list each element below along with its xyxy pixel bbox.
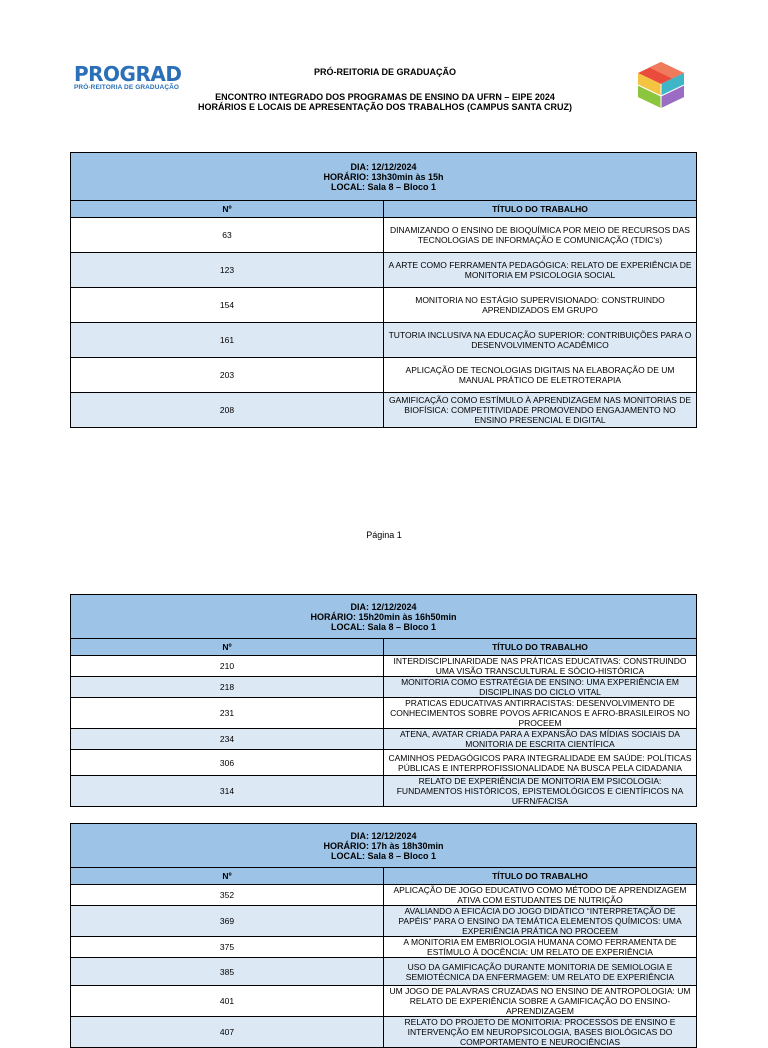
row-num: 231 [71, 698, 384, 729]
row-title: UM JOGO DE PALAVRAS CRUZADAS NO ENSINO DE ANTROPOLOGIA: UM RELATO DE EXPERIÊNCIA SOBRE A GAMIFICAÇÃO DO ENSINO-APRENDIZAGEM [384, 986, 697, 1017]
session-header [71, 824, 697, 868]
row-title: GAMIFICAÇÃO COMO ESTÍMULO À APRENDIZAGEM NAS MONITORIAS DE BIOFÍSICA: COMPETITIVIDADE PROMOVENDO ENGAJAMENTO NO ENSINO PRESENCIAL E DIGITAL [384, 393, 697, 428]
row-title: ATENA, AVATAR CRIADA PARA A EXPANSÃO DAS MÍDIAS SOCIAIS DA MONITORIA DE ESCRITA CIENTÍFICA [384, 729, 697, 750]
row-num: 369 [71, 906, 384, 937]
page-label: Página 1 [366, 530, 402, 540]
table-row [71, 729, 697, 750]
row-title: INTERDISCIPLINARIDADE NAS PRÁTICAS EDUCATIVAS: CONSTRUINDO UMA VISÃO TRANSCULTURAL E SÓCIO-HISTÓRICA [384, 656, 697, 677]
row-title: A ARTE COMO FERRAMENTA PEDAGÓGICA: RELATO DE EXPERIÊNCIA DE MONITORIA EM PSICOLOGIA SOCIAL [384, 253, 697, 288]
row-num: 385 [71, 958, 384, 986]
row-num: 234 [71, 729, 384, 750]
col-title-header: TÍTULO DO TRABALHO [384, 639, 697, 656]
table-row [71, 218, 697, 253]
table-row [71, 776, 697, 807]
row-num: 203 [71, 358, 384, 393]
table-row [71, 253, 697, 288]
table-row [71, 393, 697, 428]
row-title: MONITORIA COMO ESTRATÉGIA DE ENSINO: UMA EXPERIÊNCIA EM DISCIPLINAS DO CICLO VITAL [384, 677, 697, 698]
row-num: 375 [71, 937, 384, 958]
row-num: 352 [71, 885, 384, 906]
session-table-2 [70, 594, 697, 807]
session-time: HORÁRIO: 17h às 18h30min [323, 840, 444, 851]
session-day: DIA: 12/12/2024 [350, 161, 417, 172]
table-row [71, 885, 697, 906]
table-row [71, 986, 697, 1017]
col-title-header: TÍTULO DO TRABALHO [384, 868, 697, 885]
session-header [71, 595, 697, 639]
table-row [71, 288, 697, 323]
row-title: CAMINHOS PEDAGÓGICOS PARA INTEGRALIDADE EM SAÚDE: POLÍTICAS PÚBLICAS E INTERPROFISSIONALIDADE NA BUSCA PELA CIDADANIA [384, 750, 697, 776]
row-num: 63 [71, 218, 384, 253]
row-num: 306 [71, 750, 384, 776]
row-num: 314 [71, 776, 384, 807]
col-num-header: Nº [71, 639, 384, 656]
row-title: APLICAÇÃO DE TECNOLOGIAS DIGITAIS NA ELABORAÇÃO DE UM MANUAL PRÁTICO DE ELETROTERAPIA [384, 358, 697, 393]
row-title: USO DA GAMIFICAÇÃO DURANTE MONITORIA DE SEMIOLOGIA E SEMIOTÉCNICA DA ENFERMAGEM: UM RELATO DE EXPERIÊNCIA [384, 958, 697, 986]
col-num-header: Nº [71, 201, 384, 218]
row-num: 161 [71, 323, 384, 358]
row-title: PRATICAS EDUCATIVAS ANTIRRACISTAS: DESENVOLVIMENTO DE CONHECIMENTOS SOBRE POVOS AFRICANOS E AFRO-BRASILEIROS NO PROCEEM [384, 698, 697, 729]
table-row [71, 958, 697, 986]
session-place: LOCAL: Sala 8 – Bloco 1 [330, 621, 437, 632]
row-num: 401 [71, 986, 384, 1017]
event-line: ENCONTRO INTEGRADO DOS PROGRAMAS DE ENSINO DA UFRN – EIPE 2024 [215, 92, 555, 102]
table-row [71, 677, 697, 698]
row-num: 210 [71, 656, 384, 677]
logo-text: PROGRAD [74, 62, 182, 86]
row-title: APLICAÇÃO DE JOGO EDUCATIVO COMO MÉTODO DE APRENDIZAGEM ATIVA COM ESTUDANTES DE NUTRIÇÃO [384, 885, 697, 906]
col-title-header: TÍTULO DO TRABALHO [384, 201, 697, 218]
row-title: DINAMIZANDO O ENSINO DE BIOQUÍMICA POR MEIO DE RECURSOS DAS TECNOLOGIAS DE INFORMAÇÃO E COMUNICAÇÃO (TDIC's) [384, 218, 697, 253]
logo-subtitle: PRÓ-REITORIA DE GRADUAÇÃO [74, 84, 180, 91]
table-row [71, 1017, 697, 1048]
col-num-header: Nº [71, 868, 384, 885]
session-table-1 [70, 152, 697, 428]
table-row [71, 656, 697, 677]
header-title: PRÓ-REITORIA DE GRADUAÇÃO [313, 67, 456, 77]
row-num: 154 [71, 288, 384, 323]
row-num: 123 [71, 253, 384, 288]
row-title: AVALIANDO A EFICÁCIA DO JOGO DIDÁTICO “INTERPRETAÇÃO DE PAPÉIS” PARA O ENSINO DA TEMÁTICA ELEMENTOS QUÍMICOS: UMA EXPERIÊNCIA PRÁTICA NO PROCEEM [384, 906, 697, 937]
eipe-cube-icon [634, 58, 688, 112]
table-row [71, 906, 697, 937]
row-title: RELATO DE EXPERIÊNCIA DE MONITORIA EM PSICOLOGIA: FUNDAMENTOS HISTÓRICOS, EPISTEMOLÓGICOS E CIENTÍFICOS NA UFRN/FACISA [384, 776, 697, 807]
session-place: LOCAL: Sala 8 – Bloco 1 [330, 181, 437, 192]
session-table-3 [70, 823, 697, 1048]
table-row [71, 323, 697, 358]
schedule-line: HORÁRIOS E LOCAIS DE APRESENTAÇÃO DOS TRABALHOS (CAMPUS SANTA CRUZ) [197, 102, 572, 112]
session-header [71, 153, 697, 201]
table-row [71, 358, 697, 393]
row-num: 218 [71, 677, 384, 698]
row-title: A MONITORIA EM EMBRIOLOGIA HUMANA COMO FERRAMENTA DE ESTÍMULO À DOCÊNCIA: UM RELATO DE EXPERIÊNCIA [384, 937, 697, 958]
session-day: DIA: 12/12/2024 [350, 601, 417, 612]
table-row [71, 937, 697, 958]
table-row [71, 698, 697, 729]
row-title: MONITORIA NO ESTÁGIO SUPERVISIONADO: CONSTRUINDO APRENDIZADOS EM GRUPO [384, 288, 697, 323]
row-num: 208 [71, 393, 384, 428]
session-time: HORÁRIO: 13h30min às 15h [323, 171, 444, 182]
row-title: RELATO DO PROJETO DE MONITORIA: PROCESSOS DE ENSINO E INTERVENÇÃO EM NEUROPSICOLOGIA, BASES BIOLÓGICAS DO COMPORTAMENTO E NEUROCIÊNCIAS [384, 1017, 697, 1048]
session-time: HORÁRIO: 15h20min às 16h50min [310, 611, 457, 622]
session-day: DIA: 12/12/2024 [350, 830, 417, 841]
table-row [71, 750, 697, 776]
row-num: 407 [71, 1017, 384, 1048]
session-place: LOCAL: Sala 8 – Bloco 1 [330, 850, 437, 861]
row-title: TUTORIA INCLUSIVA NA EDUCAÇÃO SUPERIOR: CONTRIBUIÇÕES PARA O DESENVOLVIMENTO ACADÊMICO [384, 323, 697, 358]
